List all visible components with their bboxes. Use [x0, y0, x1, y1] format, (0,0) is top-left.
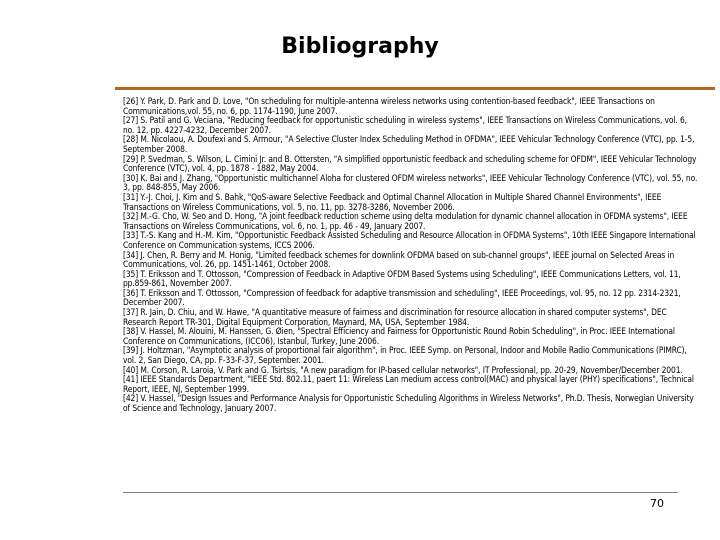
- reference-item: [36] T. Eriksson and T. Ottosson, "Compression of feedback for adaptive transmission and scheduling", IEEE Proceedings, vol. 95, no. 12 pp. 2314-2321, December 2007.: [123, 287, 681, 308]
- reference-item: [38] V. Hassel, M. Alouini, M. Hanssen, G. Øien, "Spectral Efficiency and Fairness for Opportunistic Round Robin Scheduling", in Proc. IEEE International Conference on Communications, (ICC06), Istanbul, Turkey, June 2006.: [123, 326, 675, 346]
- reference-item: [33] T.-S. Kang and H.-M. Kim, "Opportunistic Feedback Assisted Scheduling and Resource Allocation in OFDMA Systems", 10th IEEE Singapore International Conference on Communication systems, ICCS 2006.: [123, 230, 696, 250]
- reference-list: [123, 97, 698, 414]
- reference-item: [42] V. Hassel, "Design Issues and Performance Analysis for Opportunistic Scheduling Algorithms in Wireless Networks", Ph.D. Thesis, Norwegian University of Science and Technology, January 2007.: [123, 393, 694, 413]
- reference-item: [39] J. Holtzman, "Asymptotic analysis of proportional fair algorithm", in Proc. IEEE Symp. on Personal, Indoor and Mobile Radio Communications (PIMRC), vol. 2, San Diego, CA, pp. F-33-F-37, September. 2001.: [123, 345, 687, 366]
- reference-item: [35] T. Eriksson and T. Ottosson, "Compression of Feedback in Adaptive OFDM Based Systems using Scheduling", IEEE Communications Letters, vol. 11, pp.859-861, November 2007.: [123, 268, 681, 289]
- footer-divider: [123, 492, 678, 493]
- reference-item: [41] IEEE Standards Department, "IEEE Std. 802.11, paert 11: Wireless Lan medium access control(MAC) and physical layer (PHY) specifications", Technical Report, IEEE, NJ, September 1999.: [123, 374, 694, 394]
- page-title: Bibliography: [281, 34, 439, 59]
- page-number: 70: [650, 497, 664, 510]
- reference-item: [29] P. Svedman, S. Wilson, L. Cimini Jr. and B. Ottersten, "A simplified opportunistic feedback and scheduling scheme for OFDM", IEEE Vehicular Technology Conference (VTC), vol. 4, pp. 1878 - 1882, May 2004.: [123, 153, 697, 174]
- reference-item: [34] J. Chen, R. Berry and M. Honig, "Limited feedback schemes for downlink OFDMA based on sub-channel groups", IEEE journal on Selected Areas in Communications, vol. 26, pp. 1451-1461, October 2008.: [123, 249, 675, 270]
- reference-item: [26] Y. Park, D. Park and D. Love, "On scheduling for multiple-antenna wireless networks using contention-based feedback", IEEE Transactions on Communications,vol. 55, no. 6, pp. 1174-1190, June 2007.: [123, 96, 655, 116]
- reference-item: [30] K. Bai and J. Zhang, "Opportunistic multichannel Aloha for clustered OFDM wireless networks", IEEE Vehicular Technology Conference (VTC), vol. 55, no. 3, pp. 848-855, May 2006.: [123, 172, 698, 193]
- reference-item: [27] S. Patil and G. Veciana, "Reducing feedback for opportunistic scheduling in wireless systems", IEEE Transactions on Wireless Communications, vol. 6, no. 12, pp. 4227-4232, December 2007.: [123, 115, 687, 135]
- reference-item: [32] M.-G. Cho, W. Seo and D. Hong, "A joint feedback reduction scheme using delta modulation for dynamic channel allocation in OFDMA systems", IEEE Transactions on Wireless Communications, vol. 6, no. 1, pp. 46 - 49, January 2007.: [123, 211, 688, 231]
- title-underline: [115, 87, 715, 90]
- reference-item: [31] Y.-J. Choi, J. Kim and S. Bahk, "QoS-aware Selective Feedback and Optimal Channel Allocation in Multiple Shared Channel Environments", IEEE Transactions on Wireless Communications, vol. 5, no. 11, pp. 3278-3286, November 2006.: [123, 191, 662, 212]
- reference-item: [40] M. Corson, R. Laroia, V. Park and G. Tsirtsis, "A new paradigm for IP-based cellular networks", IT Professional, pp. 20-29, November/December 2001.: [123, 364, 683, 375]
- reference-item: [28] M. Nicolaou, A. Doufexi and S. Armour, "A Selective Cluster Index Scheduling Method in OFDMA", IEEE Vehicular Technology Conference (VTC), pp. 1-5, September 2008.: [123, 134, 695, 154]
- reference-item: [37] R. Jain, D. Chiu, and W. Hawe, "A quantitative measure of fairness and discrimination for resource allocation in shared computer systems", DEC Research Report TR-301, Digital Equipment Corporation, Maynard, MA, USA, September 1984.: [123, 307, 667, 327]
